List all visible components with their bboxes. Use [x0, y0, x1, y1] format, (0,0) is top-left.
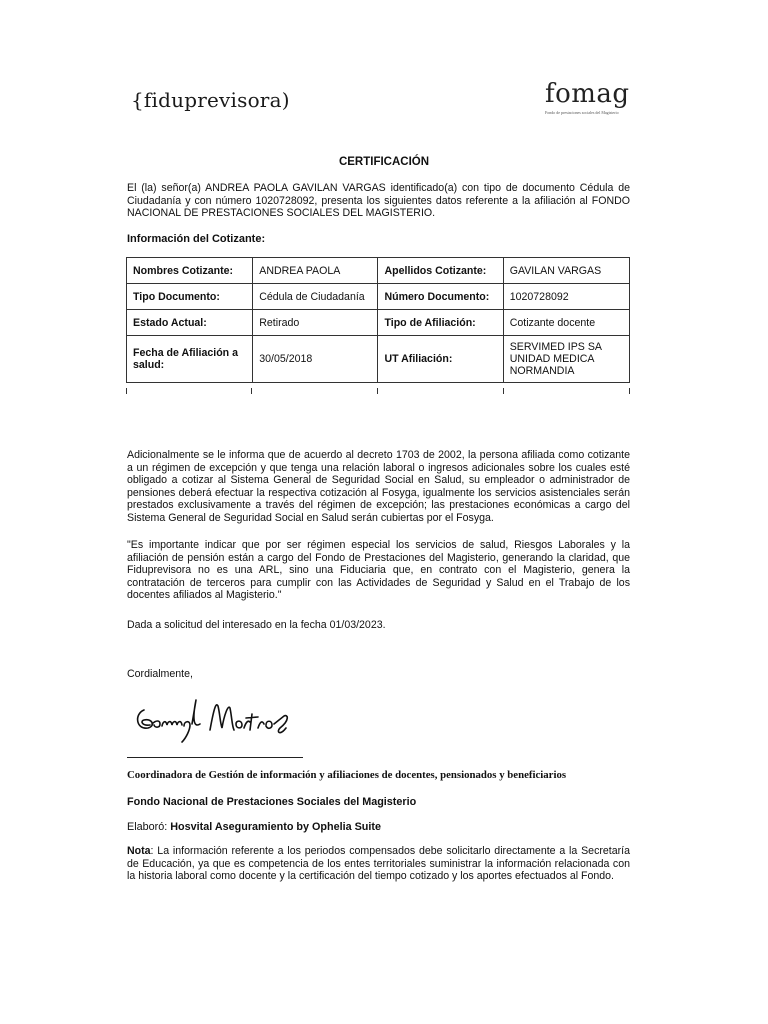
section-heading: Información del Cotizante:: [127, 233, 266, 245]
label-numero-documento: Número Documento:: [378, 284, 503, 310]
elaboro-line: [127, 821, 381, 833]
elaboro-label: Elaboró:: [127, 821, 168, 833]
value-fecha-afiliacion: 30/05/2018: [253, 336, 378, 383]
value-tipo-afiliacion: Cotizante docente: [503, 310, 629, 336]
table-row: [127, 258, 630, 284]
table-row: [127, 336, 630, 383]
label-ut-afiliacion: UT Afiliación:: [378, 336, 503, 383]
cotizante-info-table: [126, 257, 630, 383]
signature-line: [127, 757, 303, 758]
fomag-logo-tagline: Fondo de prestaciones sociales del Magisterio: [545, 110, 619, 115]
table-row: [127, 310, 630, 336]
label-fecha-afiliacion: Fecha de Afiliación a salud:: [127, 336, 253, 383]
fiduprevisora-logo: {fiduprevisora): [131, 88, 290, 112]
value-nombres: ANDREA PAOLA: [253, 258, 378, 284]
signer-organization: Fondo Nacional de Prestaciones Sociales del Magisterio: [127, 796, 417, 808]
value-tipo-documento: Cédula de Ciudadanía: [253, 284, 378, 310]
fomag-logo: [545, 80, 635, 115]
table-row: [127, 284, 630, 310]
value-numero-documento: 1020728092: [503, 284, 629, 310]
intro-paragraph: El (la) señor(a) ANDREA PAOLA GAVILAN VARGAS identificado(a) con tipo de documento Cédula de Ciudadanía y con número 1020728092, presenta los siguientes datos referente a la afiliación al FONDO NACIONAL DE PRESTACIONES SOCIALES DEL MAGISTERIO.: [127, 182, 630, 220]
nota-text: : La información referente a los periodos compensados debe solicitarlo directamente a la Secretaría de Educación, ya que es competencia de los entes territoriales suministrar la información relacionada con la historia laboral como docente y la certificación del tiempo cotizado y los aportes efectuados al Fondo.: [127, 845, 630, 883]
value-apellidos: GAVILAN VARGAS: [503, 258, 629, 284]
elaboro-value: Hosvital Aseguramiento by Ophelia Suite: [170, 821, 382, 833]
fecha-solicitud-paragraph: Dada a solicitud del interesado en la fecha 01/03/2023.: [127, 619, 386, 631]
importante-paragraph: "Es importante indicar que por ser régimen especial los servicios de salud, Riesgos Laborales y la afiliación de pensión están a cargo del Fondo de Prestaciones del Magisterio, generando la claridad, que Fiduprevisora no es una ARL, sino una Fiduciaria que, en contrato con el Magisterio, genera la contratación de terceros para cumplir con las Actividades de Seguridad y Salud en el Trabajo de los docentes afiliados al Magisterio.": [127, 539, 630, 602]
label-nombres: Nombres Cotizante:: [127, 258, 253, 284]
closing-text: Cordialmente,: [127, 668, 193, 680]
value-ut-afiliacion: SERVIMED IPS SA UNIDAD MEDICA NORMANDIA: [503, 336, 629, 383]
nota-label: Nota: [127, 845, 151, 857]
decreto-paragraph: Adicionalmente se le informa que de acuerdo al decreto 1703 de 2002, la persona afiliada como cotizante a un régimen de excepción y que tenga una relación laboral o ingresos adicionales sobre los cuales esté obligado a cotizar al Sistema General de Seguridad Social en Salud, su empleador o administrador de pensiones deberá efectuar la respectiva cotización al Fosyga, igualmente los servicios asistenciales serán prestados exclusivamente a través del régimen de excepción; las prestaciones económicas a cargo del Sistema General de Seguridad Social en Salud serán cubiertas por el Fosyga.: [127, 449, 630, 524]
handwritten-signature: [130, 690, 305, 750]
label-tipo-documento: Tipo Documento:: [127, 284, 253, 310]
value-estado-actual: Retirado: [253, 310, 378, 336]
fomag-logo-text: fomag: [545, 79, 630, 109]
table-tail-ticks: [126, 388, 630, 389]
signer-role: Coordinadora de Gestión de información y afiliaciones de docentes, pensionados y beneficiarios: [127, 769, 567, 781]
document-title: CERTIFICACIÓN: [338, 156, 430, 168]
nota-paragraph: [127, 845, 630, 883]
label-estado-actual: Estado Actual:: [127, 310, 253, 336]
label-apellidos: Apellidos Cotizante:: [378, 258, 503, 284]
label-tipo-afiliacion: Tipo de Afiliación:: [378, 310, 503, 336]
